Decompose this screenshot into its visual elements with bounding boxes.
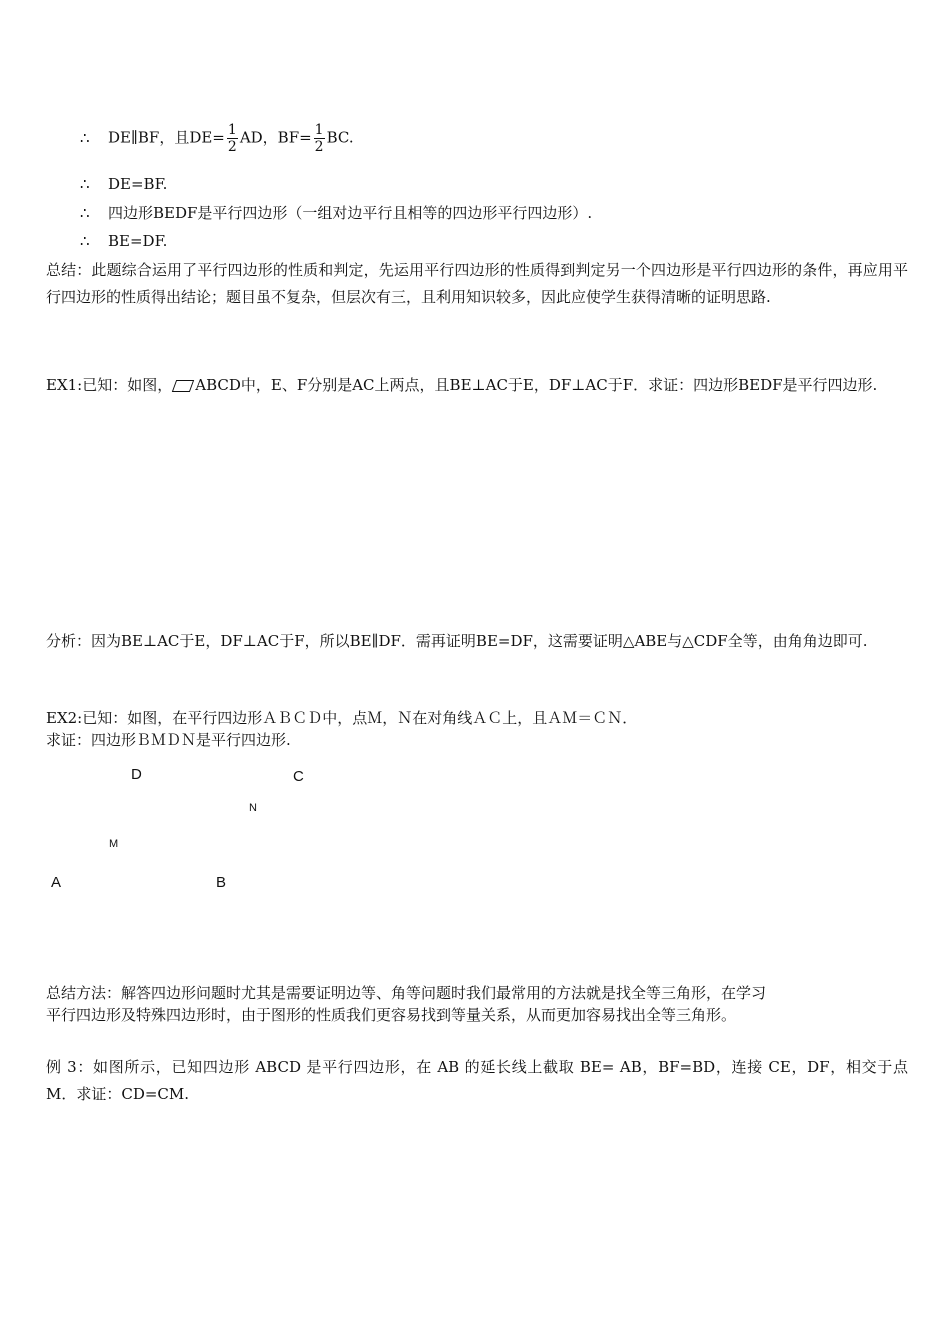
ex1-prefix: EX1:已知：如图， [46,376,173,394]
vertex-label-c: C [293,768,304,785]
ex2-given: EX2:已知：如图，在平行四边形ＡＢＣＤ中，点Ｍ，Ｎ在对角线ＡＣ上，且ＡＭ＝ＣＮ． [46,709,638,727]
analysis-paragraph [46,628,908,655]
example3-paragraph [46,1054,908,1108]
fraction-numerator: 1 [227,122,237,138]
proof-line-2 [80,174,167,194]
vertex-label-a: A [51,874,62,891]
proof-line-4 [80,231,167,251]
fraction-half-2 [314,122,325,155]
vertex-label-b: B [216,874,227,891]
fraction-denominator: 2 [314,139,324,155]
fraction-numerator: 1 [314,122,324,138]
proof-text-1c: BC. [326,128,354,147]
example3-text: 例 3：如图所示，已知四边形 ABCD 是平行四边形，在 AB 的延长线上截取 BE= AB，BF=BD，连接 CE，DF，相交于点 M．求证：CD=CM. [46,1058,908,1103]
method-summary-line-2: 平行四边形及特殊四边形时，由于图形的性质我们更容易找到等量关系，从而更加容易找出全等三角形。 [46,1006,737,1024]
point-label-n: N [249,802,257,814]
summary-paragraph [46,257,908,311]
ex1-body: ABCD中，E、F分别是AC上两点，且BE⊥AC于E，DF⊥AC于F．求证：四边形BEDF是平行四边形. [195,376,878,394]
proof-text-1b: AD，BF= [239,128,312,147]
therefore-symbol: ∴ [80,175,90,193]
proof-line-1 [80,122,354,155]
vertex-label-d: D [131,766,142,783]
proof-line-3 [80,203,592,223]
method-summary-line-1: 总结方法：解答四边形问题时尤其是需要证明边等、角等问题时我们最常用的方法就是找全等三角形，在学习 [46,984,767,1002]
summary-text: 总结：此题综合运用了平行四边形的性质和判定，先运用平行四边形的性质得到判定另一个四边形是平行四边形的条件，再应用平行四边形的性质得出结论；题目虽不复杂，但层次有三，且利用知识较多，因此应使学生获得清晰的证明思路. [46,261,908,306]
method-summary-paragraph [46,982,908,1026]
proof-text-2: DE=BF. [108,175,168,193]
analysis-text: 分析：因为BE⊥AC于E，DF⊥AC于F，所以BE∥DF．需再证明BE=DF，这需要证明△ABE与△CDF全等，由角角边即可. [46,632,868,650]
parallelogram-icon [172,380,194,392]
point-label-m: M [109,838,119,850]
fraction-denominator: 2 [227,139,237,155]
ex1-paragraph [46,372,908,399]
proof-text-3: 四边形BEDF是平行四边形（一组对边平行且相等的四边形平行四边形）. [108,204,593,222]
fraction-half-1 [227,122,238,155]
therefore-symbol: ∴ [80,204,90,222]
proof-text-1a: DE∥BF，且DE= [108,128,225,147]
therefore-symbol: ∴ [80,128,90,147]
ex2-prove: 求证：四边形ＢＭＤＮ是平行四边形. [46,731,291,749]
therefore-symbol: ∴ [80,232,90,250]
ex2-paragraph [46,707,908,751]
proof-text-4: BE=DF. [108,232,168,250]
